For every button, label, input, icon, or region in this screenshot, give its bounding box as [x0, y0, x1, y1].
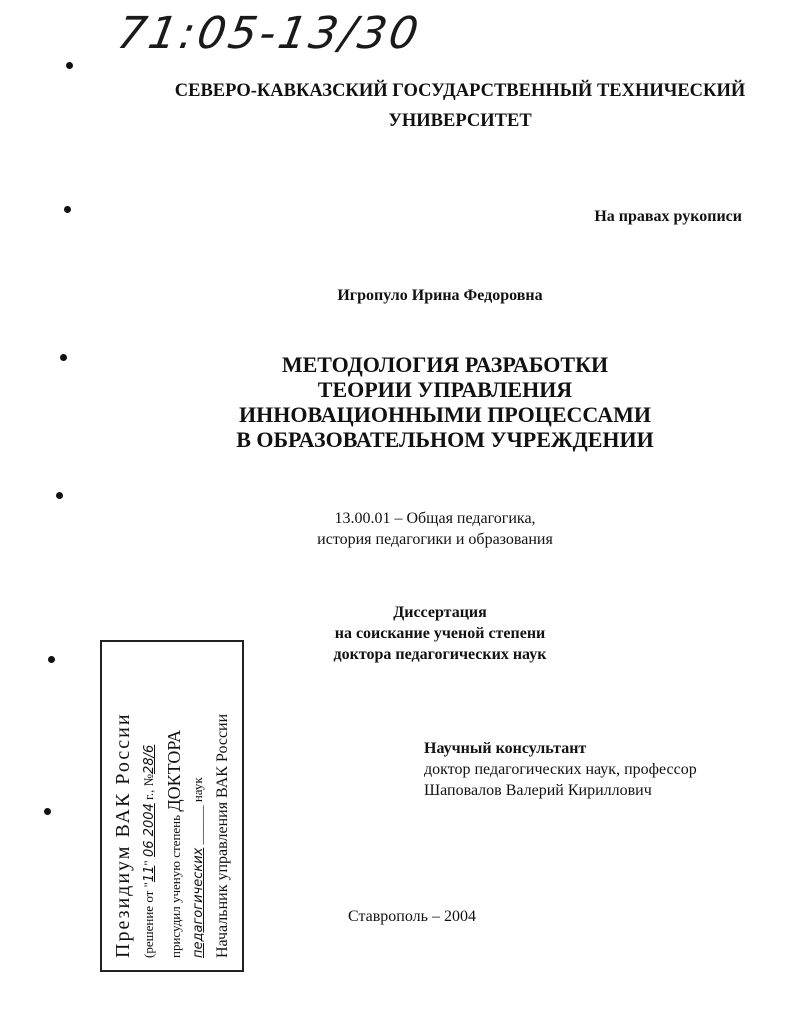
- dissertation-line-3: доктора педагогических наук: [333, 646, 547, 663]
- title-line-1: МЕТОДОЛОГИЯ РАЗРАБОТКИ: [281, 352, 609, 377]
- stamp-line-1: Президиум ВАК России: [112, 712, 134, 958]
- dissertation-line-1: Диссертация: [393, 604, 487, 621]
- specialty-line-1: 13.00.01 – Общая педагогика,: [334, 510, 536, 527]
- dissertation-line-2: на соискание ученой степени: [334, 625, 546, 642]
- consultant-degree: доктор педагогических наук, профессор: [424, 761, 697, 778]
- stamp-field-suffix: наук: [190, 777, 206, 803]
- handwritten-archive-code: 71:05-13/30: [113, 8, 425, 59]
- stamp-text: [108, 648, 236, 964]
- stamp-decision-day: 11: [141, 865, 157, 883]
- stamp-decision-prefix: (решение от ": [140, 882, 156, 958]
- stamp-degree: ДОКТОРА: [163, 729, 184, 812]
- margin-dot: [44, 808, 51, 815]
- consultant-block: [424, 738, 697, 801]
- university-line-1: СЕВЕРО-КАВКАЗСКИЙ ГОСУДАРСТВЕННЫЙ ТЕХНИЧЕСКИЙ: [174, 81, 746, 101]
- vak-stamp: [100, 640, 244, 972]
- stamp-line-5: Начальник управления ВАК России: [213, 713, 231, 958]
- rights-note: На правах рукописи: [594, 208, 742, 225]
- title-line-3: ИННОВАЦИОННЫМИ ПРОЦЕССАМИ: [239, 402, 651, 427]
- margin-dot: [64, 206, 71, 213]
- specialty: [200, 508, 670, 550]
- stamp-line-3: [164, 654, 185, 958]
- stamp-decision-mid: ": [140, 857, 156, 866]
- margin-dot: [60, 354, 67, 361]
- title-line-4: В ОБРАЗОВАТЕЛЬНОМ УЧРЕЖДЕНИИ: [236, 427, 654, 452]
- stamp-decision-month: 06 2004: [141, 803, 157, 857]
- dissertation-title: [180, 352, 710, 452]
- margin-dot: [56, 492, 63, 499]
- title-line-2: ТЕОРИИ УПРАВЛЕНИЯ: [317, 377, 573, 402]
- stamp-decision-number: 28/6: [141, 744, 157, 774]
- margin-dot: [66, 62, 73, 69]
- stamp-line-2: [142, 654, 158, 958]
- author-name: Игропуло Ирина Федоровна: [337, 287, 543, 304]
- university-header: [160, 76, 760, 136]
- stamp-field: педагогических: [191, 847, 207, 958]
- stamp-awarded-text: присудил ученую степень: [167, 814, 183, 958]
- city-year: Ставрополь – 2004: [348, 908, 476, 925]
- university-line-2: УНИВЕРСИТЕТ: [388, 111, 532, 131]
- dissertation-type: [210, 602, 670, 665]
- margin-dot: [48, 656, 55, 663]
- stamp-line-4: педагогических ______ наук: [190, 777, 207, 958]
- specialty-line-2: история педагогики и образования: [317, 531, 553, 548]
- consultant-name: Шаповалов Валерий Кириллович: [424, 782, 652, 799]
- consultant-label: Научный консультант: [424, 740, 587, 757]
- stamp-decision-suffix: г., №: [140, 773, 156, 804]
